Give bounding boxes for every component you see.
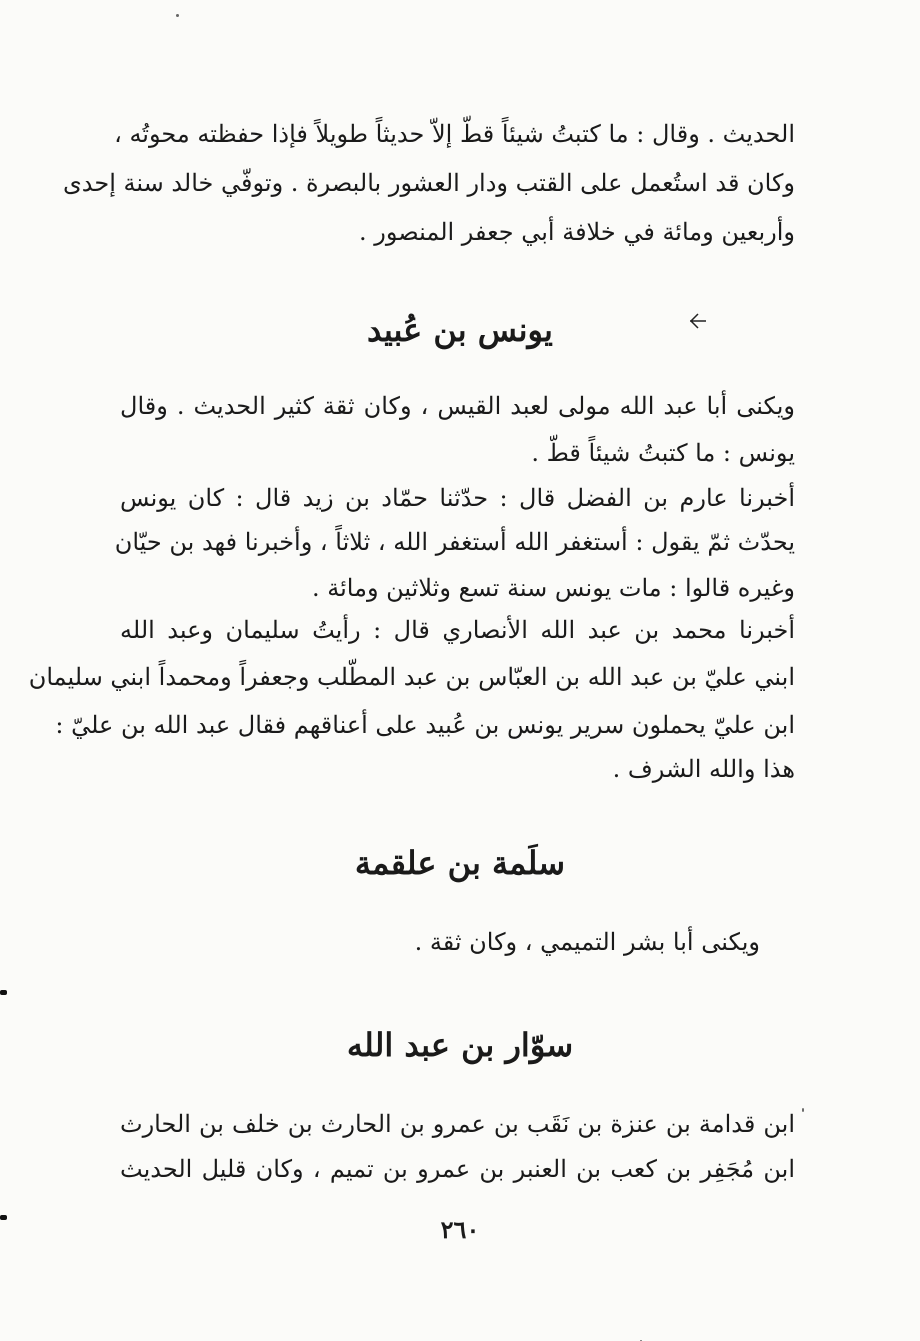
section-heading: سلَمة بن علقمة xyxy=(354,844,566,882)
text-line: وأربعين ومائة في خلافة أبي جعفر المنصور . xyxy=(359,218,795,246)
stray-mark xyxy=(688,312,708,330)
text-line: وغيره قالوا : مات يونس سنة تسع وثلاثين ومائة . xyxy=(311,574,795,602)
scan-speck xyxy=(802,1108,804,1112)
text-line: وكان قد استُعمل على القتب ودار العشور بالبصرة . وتوفّي خالد سنة إحدى xyxy=(62,169,795,197)
section-heading: يونس بن عُبيد xyxy=(367,311,553,349)
text-line: أخبرنا محمد بن عبد الله الأنصاري قال : رأيتُ سليمان وعبد الله xyxy=(120,616,795,644)
text-line: هذا والله الشرف . xyxy=(612,755,795,783)
text-line: ويكنى أبا عبد الله مولى لعبد القيس ، وكان ثقة كثير الحديث . وقال xyxy=(120,392,795,420)
text-line: ابني عليّ بن عبد الله بن العبّاس بن عبد المطّلب وجعفراً ومحمداً ابني سليمان xyxy=(28,663,795,691)
text-line: ابن مُجَفِر بن كعب بن العنبر بن عمرو بن تميم ، وكان قليل الحديث xyxy=(120,1155,795,1183)
scan-mark xyxy=(0,990,7,995)
section-heading: سوّار بن عبد الله xyxy=(346,1026,574,1064)
text-line: يحدّث ثمّ يقول : أستغفر الله أستغفر الله ، ثلاثاً ، وأخبرنا فهد بن حيّان xyxy=(114,528,795,556)
scan-mark xyxy=(0,1215,7,1220)
text-line: ابن قدامة بن عنزة بن نَقَب بن عمرو بن الحارث بن خلف بن الحارث xyxy=(120,1110,795,1138)
text-line: أخبرنا عارم بن الفضل قال : حدّثنا حمّاد بن زيد قال : كان يونس xyxy=(120,484,795,512)
text-line: ابن عليّ يحملون سرير يونس بن عُبيد على أعناقهم فقال عبد الله بن عليّ : xyxy=(55,711,795,739)
page-number: ٢٦٠ xyxy=(440,1215,480,1244)
scan-speck xyxy=(176,14,179,17)
text-line: ويكنى أبا بشر التميمي ، وكان ثقة . xyxy=(414,928,760,956)
text-line: الحديث . وقال : ما كتبتُ شيئاً قطّ إلاّ حديثاً طويلاً فإذا حفظته محوتُه ، xyxy=(114,120,795,148)
text-line: يونس : ما كتبتُ شيئاً قطّ . xyxy=(531,439,795,467)
